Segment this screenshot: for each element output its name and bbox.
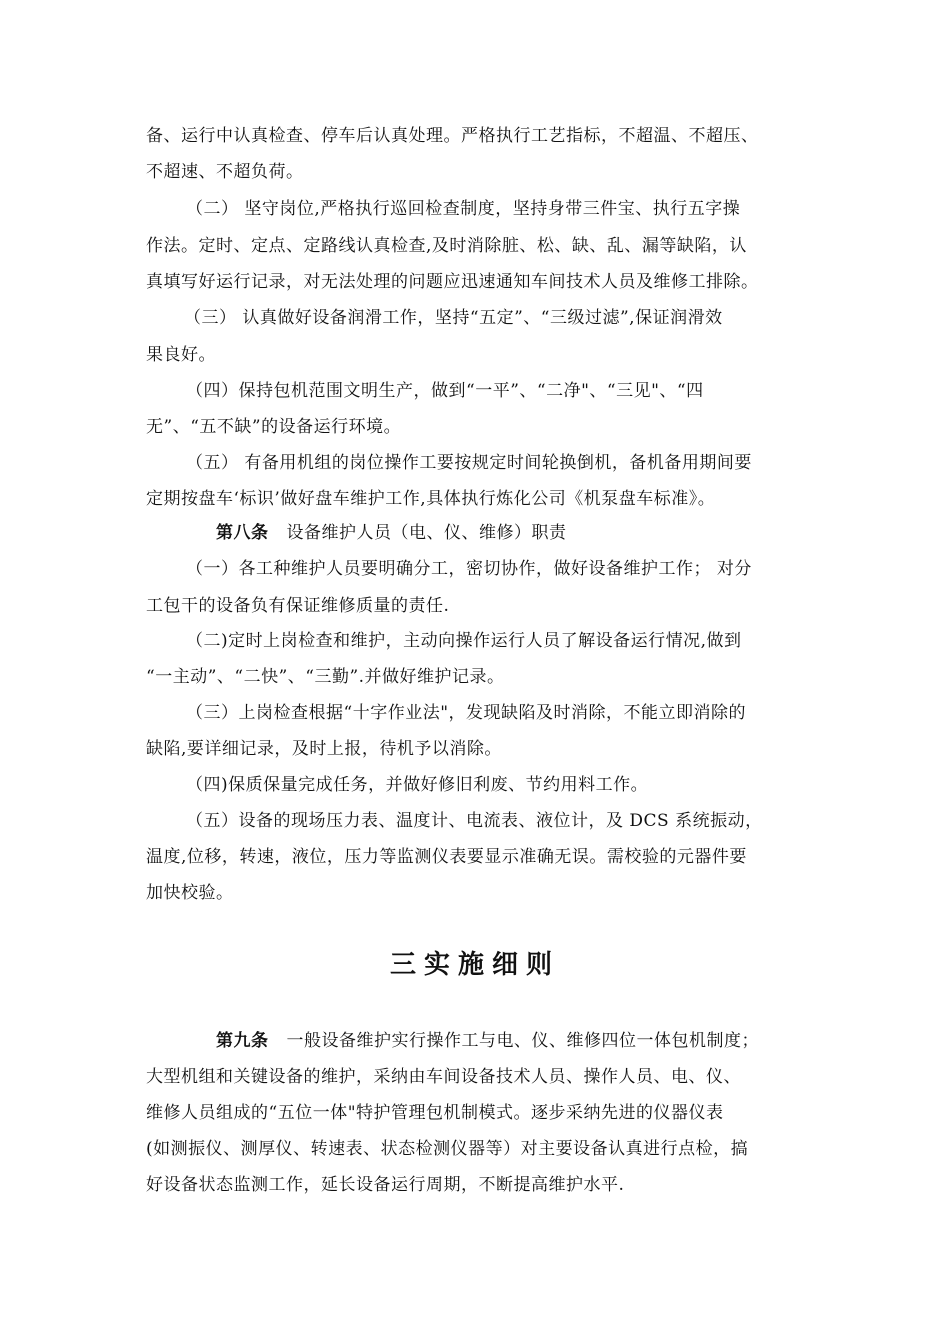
paragraph-line: 定期按盘车‘标识’做好盘车维护工作,具体执行炼化公司《机泵盘车标准》。 <box>146 489 716 509</box>
paragraph-line: 果良好。 <box>146 345 216 365</box>
paragraph-line: 真填写好运行记录，对无法处理的问题应迅速通知车间技术人员及维修工排除。 <box>146 272 759 292</box>
article-label: 第九条 <box>216 1031 269 1051</box>
article-text: 一般设备维护实行操作工与电、仪、维修四位一体包机制度； <box>286 1031 759 1051</box>
paragraph-line: 工包干的设备负有保证维修质量的责任. <box>146 596 450 616</box>
paragraph-line: （二） 坚守岗位,严格执行巡回检查制度，坚持身带三件宝、执行五字操 <box>186 199 741 219</box>
article-label: 第八条 <box>216 523 269 543</box>
paragraph-line: （三） 认真做好设备润滑工作，坚持“五定”、“三级过滤”,保证润滑效 <box>184 308 723 328</box>
paragraph-line: (如测振仪、测厚仪、转速表、状态检测仪器等）对主要设备认真进行点检，搞 <box>146 1139 749 1159</box>
paragraph-line: 维修人员组成的“五位一体"特护管理包机制模式。逐步采纳先进的仪器仪表 <box>146 1103 724 1123</box>
paragraph-line: “一主动”、“二快”、“三勤”.并做好维护记录。 <box>146 667 505 687</box>
paragraph-line: （五）设备的现场压力表、温度计、电流表、液位计，及 DCS 系统振动， <box>186 811 763 831</box>
paragraph-line: （二)定时上岗检查和维护，主动向操作运行人员了解设备运行情况,做到 <box>186 631 742 651</box>
article-title: 设备维护人员（电、仪、维修）职责 <box>286 523 567 543</box>
article-eight-line <box>216 522 567 544</box>
paragraph-line: （五） 有备用机组的岗位操作工要按规定时间轮换倒机，备机备用期间要 <box>186 453 752 473</box>
paragraph-line: 缺陷,要详细记录，及时上报，待机予以消除。 <box>146 739 502 759</box>
paragraph-line: （一）各工种维护人员要明确分工，密切协作，做好设备维护工作； 对分 <box>186 559 752 579</box>
paragraph-line: 无”、“五不缺”的设备运行环境。 <box>146 417 402 437</box>
paragraph-line: 好设备状态监测工作，延长设备运行周期，不断提高维护水平. <box>146 1175 625 1195</box>
paragraph-line: 不超速、不超负荷。 <box>146 162 304 182</box>
paragraph-line: 大型机组和关键设备的维护，采纳由车间设备技术人员、操作人员、电、仪、 <box>146 1067 741 1087</box>
paragraph-line: 温度,位移，转速，液位，压力等监测仪表要显示准确无误。需校验的元器件要 <box>146 847 747 867</box>
paragraph-line: 作法。定时、定点、定路线认真检查,及时消除脏、松、缺、乱、漏等缺陷，认 <box>146 236 747 256</box>
paragraph-line: （三）上岗检查根据“十字作业法"，发现缺陷及时消除，不能立即消除的 <box>186 703 747 723</box>
paragraph-line: （四)保质保量完成任务，并做好修旧利废、节约用料工作。 <box>186 775 649 795</box>
section-heading: 三实施细则 <box>389 950 560 980</box>
paragraph-line: 加快校验。 <box>146 883 234 903</box>
paragraph-line: （四）保持包机范围文明生产，做到“一平”、“二净"、“三见"、“四 <box>186 381 704 401</box>
paragraph-line: 备、运行中认真检查、停车后认真处理。严格执行工艺指标，不超温、不超压、 <box>146 126 759 146</box>
article-nine-line <box>216 1030 759 1052</box>
